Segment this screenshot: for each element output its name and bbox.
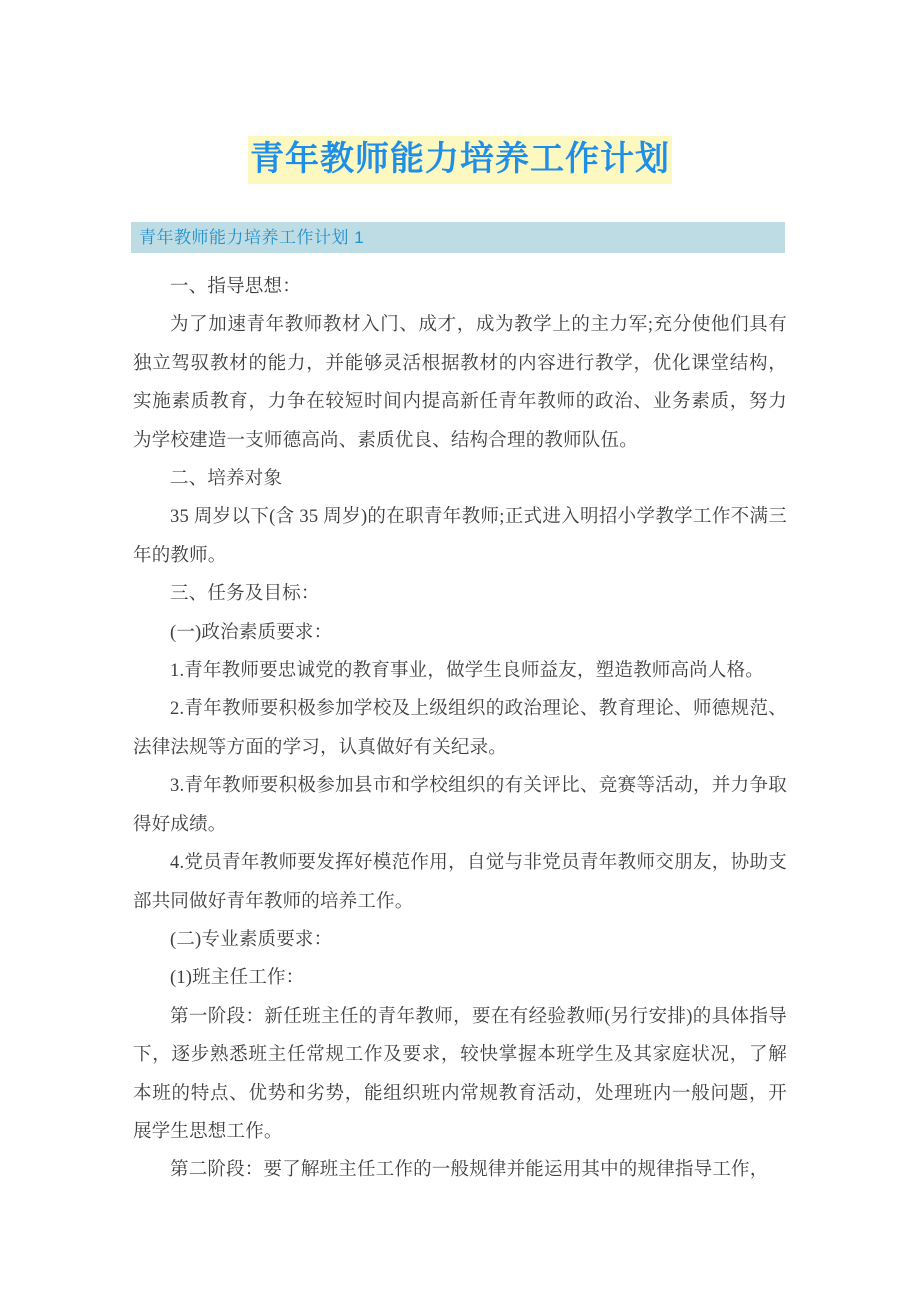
- body-paragraph: (二)专业素质要求：: [170, 929, 333, 950]
- body-paragraph: 第二阶段：要了解班主任工作的一般规律并能运用其中的规律指导工作，: [170, 1160, 769, 1181]
- body-paragraph: 35 周岁以下(含 35 周岁)的在职青年教师;正式进入明招小学教学工作不满三年的教师。: [133, 507, 787, 566]
- page-title-text: 青年教师能力培养工作计划: [248, 136, 672, 184]
- body-paragraph: 二、培养对象: [170, 469, 283, 490]
- body-paragraph: 第一阶段：新任班主任的青年教师，要在有经验教师(另行安排)的具体指导下，逐步熟悉班主任常规工作及要求，较快掌握本班学生及其家庭状况，了解本班的特点、优势和劣势，能组织班内常规教育活动，处理班内一般问题，开展学生思想工作。: [133, 1006, 787, 1142]
- body-paragraph: 3.青年教师要积极参加县市和学校组织的有关评比、竞赛等活动，并力争取得好成绩。: [133, 776, 787, 835]
- page-title: [0, 136, 920, 184]
- section-heading-band: [131, 222, 785, 253]
- body-paragraph: 为了加速青年教师教材入门、成才，成为教学上的主力军;充分使他们具有独立驾驭教材的能力，并能够灵活根据教材的内容进行教学，优化课堂结构，实施素质教育，力争在较短时间内提高新任青年教师的政治、业务素质，努力为学校建造一支师德高尚、素质优良、结构合理的教师队伍。: [133, 315, 787, 451]
- body-paragraph: 4.党员青年教师要发挥好模范作用，自觉与非党员青年教师交朋友，协助支部共同做好青年教师的培养工作。: [133, 853, 787, 912]
- body-paragraph: 1.青年教师要忠诚党的教育事业，做学生良师益友，塑造教师高尚人格。: [170, 661, 764, 682]
- body-paragraph: 一、指导思想：: [170, 277, 301, 297]
- body-paragraph: 2.青年教师要积极参加学校及上级组织的政治理论、教育理论、师德规范、法律法规等方面的学习，认真做好有关纪录。: [133, 699, 787, 758]
- body-paragraph: 三、任务及目标：: [170, 584, 320, 605]
- section-heading-text: 青年教师能力培养工作计划 1: [139, 228, 365, 247]
- body-paragraph: (一)政治素质要求：: [170, 622, 333, 643]
- body-paragraph: (1)班主任工作：: [170, 968, 305, 989]
- document-body: [133, 268, 787, 1190]
